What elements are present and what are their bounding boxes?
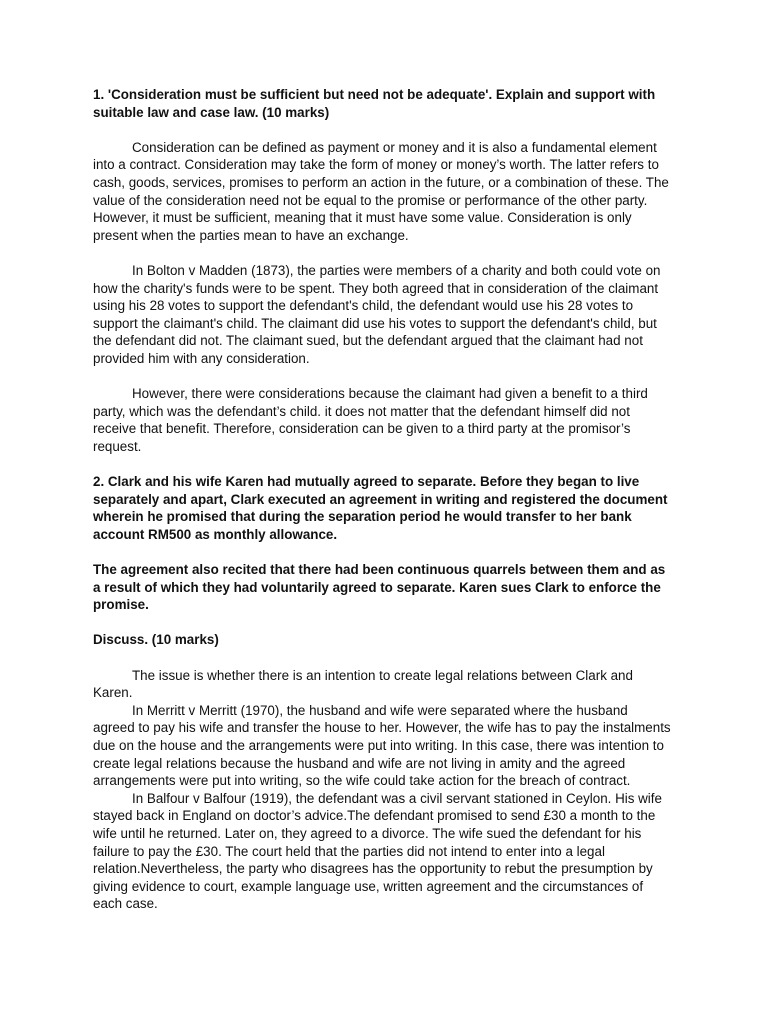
question-2-heading: 2. Clark and his wife Karen had mutually agreed to separate. Before they began to live separately and apart, Clark executed an agreement in writing and registered the document wherein he promised that during the separation period he would transfer to her bank account RM500 as monthly allowance. <box>93 474 668 542</box>
document-page <box>93 86 673 913</box>
q2-paragraph-issue: The issue is whether there is an intention to create legal relations between Clark and Karen. <box>93 667 633 701</box>
question-1-heading: 1. 'Consideration must be sufficient but need not be adequate'. Explain and support with suitable law and case law. (10 marks) <box>93 87 656 120</box>
question-2-heading-continued: The agreement also recited that there had been continuous quarrels between them and as a result of which they had voluntarily agreed to separate. Karen sues Clark to enforce the promise. <box>93 562 666 613</box>
q1-paragraph-definition: Consideration can be defined as payment or money and it is also a fundamental element into a contract. Consideration may take the form of money or money’s worth. The latter refers to cash, goods, services, promises to perform an action in the future, or a combination of these. The value of the consideration need not be equal to the promise or performance of the other party. However, it must be sufficient, meaning that it must have some value. Consideration is only present when the parties mean to have an exchange. <box>93 139 669 243</box>
q1-paragraph-conclusion: However, there were considerations because the claimant had given a benefit to a third party, which was the defendant’s child. it does not matter that the defendant himself did not receive that benefit. Therefore, consideration can be given to a third party at the promisor’s request. <box>93 386 648 454</box>
question-2-discuss-label: Discuss. (10 marks) <box>93 632 219 648</box>
q1-paragraph-bolton-v-madden: In Bolton v Madden (1873), the parties were members of a charity and both could vote on how the charity's funds were to be spent. They both agreed that in consideration of the claimant using his 28 votes to support the defendant's child, the defendant would use his 28 votes to support the claimant's child. The claimant did use his votes to support the defendant's child, but the defendant did not. The claimant sued, but the defendant argued that the claimant had not provided him with any consideration. <box>93 262 661 366</box>
q2-paragraph-merritt-v-merritt: In Merritt v Merritt (1970), the husband and wife were separated where the husband agreed to pay his wife and transfer the house to her. However, the wife has to pay the instalments due on the house and the arrangements were put into writing. In this case, there was intention to create legal relations because the husband and wife are not living in amity and the agreed arrangements were put into writing, so the wife could take action for the breach of contract. <box>93 702 671 789</box>
q2-paragraph-balfour-v-balfour: In Balfour v Balfour (1919), the defendant was a civil servant stationed in Ceylon. His wife stayed back in England on doctor’s advice.The defendant promised to send £30 a month to the wife until he returned. Later on, they agreed to a divorce. The wife sued the defendant for his failure to pay the £30. The court held that the parties did not intend to enter into a legal relation.Nevertheless, the party who disagrees has the opportunity to rebut the presumption by giving evidence to court, example language use, written agreement and the circumstances of each case. <box>93 790 662 912</box>
